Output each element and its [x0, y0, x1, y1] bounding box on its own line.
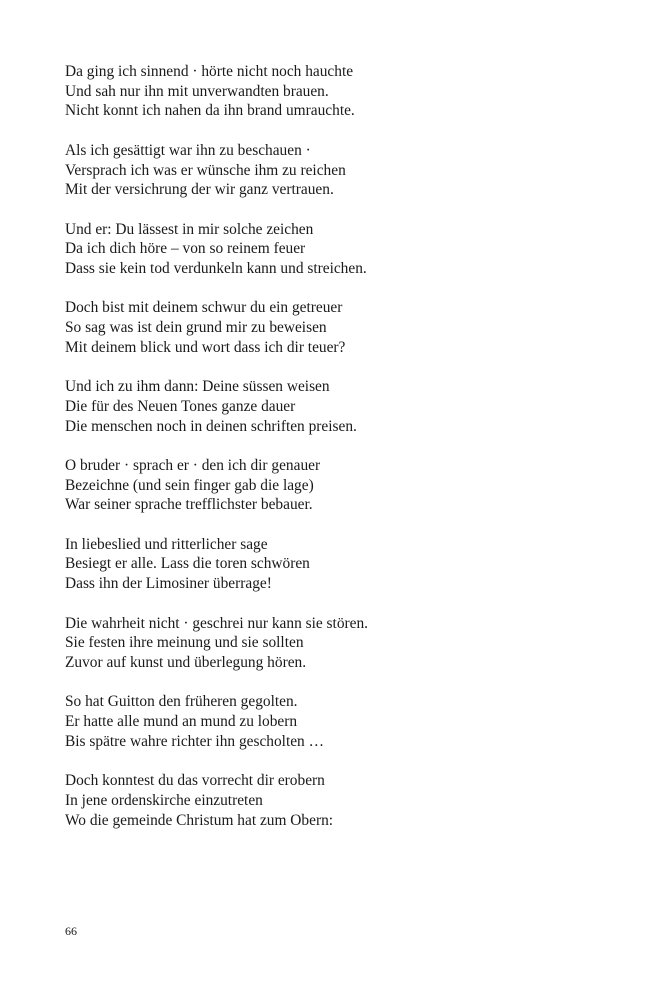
stanza-9: [65, 692, 625, 751]
poem-line: Da ich dich höre – von so reinem feuer: [65, 240, 306, 258]
page-number: 66: [65, 924, 77, 938]
poem-line: Versprach ich was er wünsche ihm zu reichen: [65, 161, 346, 179]
poem-line: Da ging ich sinnend · hörte nicht noch hauchte: [65, 63, 354, 80]
poem-line: Besiegt er alle. Lass die toren schwören: [65, 555, 310, 573]
stanza-1: [65, 62, 625, 121]
poem-line: O bruder · sprach er · den ich dir genauer: [65, 456, 321, 474]
poem-line: Die wahrheit nicht · geschrei nur kann sie stören.: [65, 614, 369, 632]
stanza-4: [65, 298, 625, 357]
stanza-5: [65, 377, 625, 436]
stanza-10: [65, 771, 625, 830]
poem-line: Doch konntest du das vorrecht dir erobern: [65, 772, 325, 790]
poem-line: So hat Guitton den früheren gegolten.: [65, 693, 298, 711]
poem-line: Die für des Neuen Tones ganze dauer: [65, 397, 296, 415]
poem-line: Und sah nur ihn mit unverwandten brauen.: [65, 82, 329, 100]
poem-line: Wo die gemeinde Christum hat zum Obern:: [65, 811, 334, 829]
stanza-2: [65, 141, 625, 200]
poem-line: In jene ordenskirche einzutreten: [65, 791, 263, 809]
poem-line: Sie festen ihre meinung und sie sollten: [65, 634, 304, 652]
poem-text: [65, 62, 625, 850]
stanza-6: [65, 456, 625, 515]
stanza-3: [65, 220, 625, 279]
poem-line: Dass ihn der Limosiner überrage!: [65, 575, 272, 593]
poem-line: Und ich zu ihm dann: Deine süssen weisen: [65, 378, 330, 396]
stanza-7: [65, 535, 625, 594]
poem-line: Und er: Du lässest in mir solche zeichen: [65, 220, 314, 238]
poem-line: Mit der versichrung der wir ganz vertrauen.: [65, 181, 334, 199]
poem-line: Mit deinem blick und wort dass ich dir teuer?: [65, 338, 346, 356]
poem-line: Bis spätre wahre richter ihn gescholten …: [65, 732, 324, 750]
poem-line: Als ich gesättigt war ihn zu beschauen ·: [65, 141, 311, 159]
poem-line: Zuvor auf kunst und überlegung hören.: [65, 653, 307, 671]
poem-line: Bezeichne (und sein finger gab die lage): [65, 476, 314, 494]
poem-line: Nicht konnt ich nahen da ihn brand umrauchte.: [65, 102, 355, 120]
poem-line: Doch bist mit deinem schwur du ein getreuer: [65, 299, 343, 317]
poem-line: Dass sie kein tod verdunkeln kann und streichen.: [65, 260, 367, 277]
poem-line: In liebeslied und ritterlicher sage: [65, 535, 268, 553]
poem-line: Die menschen noch in deinen schriften preisen.: [65, 417, 357, 435]
poem-line: Er hatte alle mund an mund zu lobern: [65, 713, 298, 731]
poem-line: War seiner sprache trefflichster bebauer.: [65, 496, 313, 514]
poem-line: So sag was ist dein grund mir zu beweisen: [65, 319, 327, 337]
stanza-8: [65, 614, 625, 673]
